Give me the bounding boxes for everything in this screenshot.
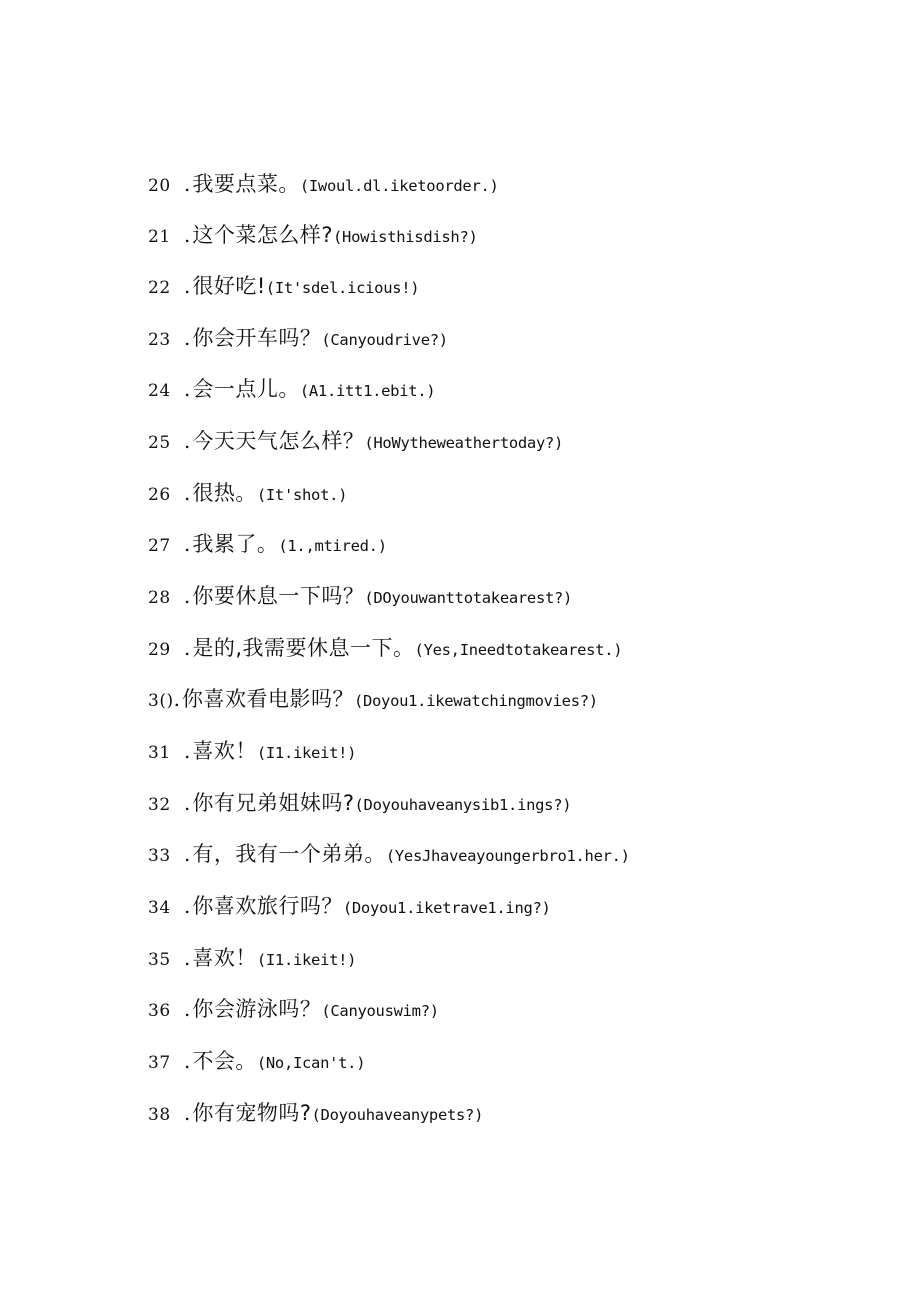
english-translation: (Iwoul.dl.iketoorder.) [299, 177, 499, 195]
phrase-line-21 [148, 219, 478, 249]
line-dot: . [184, 172, 191, 196]
chinese-phrase: 你有兄弟姐妹吗? [192, 791, 355, 815]
line-number: 38 [148, 1105, 171, 1125]
phrase-line-36 [148, 993, 439, 1023]
line-dot: . [184, 739, 191, 763]
phrase-line-37 [148, 1045, 365, 1075]
chinese-phrase: 你有宠物吗? [192, 1101, 312, 1125]
phrase-line-33 [148, 838, 630, 868]
chinese-phrase: 喜欢！ [192, 946, 257, 970]
chinese-phrase: 今天天气怎么样？ [192, 429, 365, 453]
phrase-line-31 [148, 735, 356, 765]
line-dot: . [184, 274, 191, 298]
line-dot: . [184, 1049, 191, 1073]
line-number: 20 [148, 176, 171, 196]
phrase-line-27 [148, 528, 387, 558]
chinese-phrase: 你喜欢旅行吗？ [192, 894, 343, 918]
phrase-line-23 [148, 322, 448, 352]
english-translation: (It'shot.) [256, 486, 348, 504]
line-number: 24 [148, 381, 171, 401]
line-dot: . [184, 532, 191, 556]
chinese-phrase: 这个菜怎么样? [192, 223, 334, 247]
line-dot: . [184, 1101, 191, 1125]
english-translation: (It'sdel.icious!) [265, 279, 420, 297]
chinese-phrase: 是的,我需要休息一下。 [192, 636, 415, 660]
english-translation: (YesJhaveayoungerbro1.her.) [385, 847, 630, 865]
chinese-phrase: 很热。 [192, 481, 257, 505]
english-translation: (Doyouhaveanysib1.ings?) [354, 796, 572, 814]
chinese-phrase: 我累了。 [192, 532, 279, 556]
line-number: 37 [148, 1053, 171, 1073]
phrase-line-26 [148, 477, 347, 507]
line-number: 3() [148, 691, 174, 711]
english-translation: (Canyouswim?) [321, 1002, 439, 1020]
line-number: 29 [148, 640, 171, 660]
chinese-phrase: 很好吃! [192, 274, 266, 298]
line-dot: . [184, 894, 191, 918]
phrase-line-25 [148, 425, 563, 455]
line-number: 32 [148, 795, 171, 815]
line-dot: . [184, 223, 191, 247]
english-translation: (DOyouwanttotakearest?) [364, 589, 573, 607]
chinese-phrase: 我要点菜。 [192, 172, 300, 196]
english-translation: (1.,mtired.) [278, 537, 387, 555]
line-dot: . [184, 791, 191, 815]
chinese-phrase: 你要休息一下吗？ [192, 584, 365, 608]
line-dot: . [184, 584, 191, 608]
phrase-line-34 [148, 890, 551, 920]
phrase-line-38 [148, 1097, 483, 1127]
chinese-phrase: 你会开车吗？ [192, 326, 322, 350]
phrase-line-24 [148, 373, 435, 403]
line-number: 22 [148, 278, 171, 298]
english-translation: (Canyoudrive?) [321, 331, 448, 349]
line-number: 33 [148, 846, 171, 866]
line-number: 27 [148, 536, 171, 556]
english-translation: (I1.ikeit!) [256, 744, 357, 762]
english-translation: (No,Ican't.) [256, 1054, 366, 1072]
line-dot: . [184, 481, 191, 505]
line-number: 28 [148, 588, 171, 608]
phrase-line-35 [148, 942, 356, 972]
english-translation: (HoWytheweathertoday?) [364, 434, 564, 452]
line-number: 34 [148, 898, 171, 918]
phrase-line-32 [148, 787, 571, 817]
phrase-line-22 [148, 270, 419, 300]
line-dot: . [184, 946, 191, 970]
english-translation: (Yes,Ineedtotakearest.) [414, 641, 623, 659]
line-dot: . [184, 842, 191, 866]
line-dot: . [184, 377, 191, 401]
line-dot: . [184, 636, 191, 660]
chinese-phrase: 你喜欢看电影吗？ [181, 687, 354, 711]
line-dot: . [184, 429, 191, 453]
chinese-phrase: 喜欢！ [192, 739, 257, 763]
chinese-phrase: 你会游泳吗？ [192, 997, 322, 1021]
line-dot: . [184, 326, 191, 350]
line-number: 36 [148, 1001, 171, 1021]
line-number: 21 [148, 227, 171, 247]
line-number: 25 [148, 433, 171, 453]
line-number: 35 [148, 950, 171, 970]
line-number: 23 [148, 330, 171, 350]
phrase-line-28 [148, 580, 572, 610]
chinese-phrase: 有，我有一个弟弟。 [192, 842, 386, 866]
line-number: 26 [148, 485, 171, 505]
english-translation: (I1.ikeit!) [256, 951, 357, 969]
chinese-phrase: 会一点儿。 [192, 377, 300, 401]
english-translation: (Doyou1.iketrave1.ing?) [342, 899, 551, 917]
chinese-phrase: 不会。 [192, 1049, 257, 1073]
line-dot: . [184, 997, 191, 1021]
english-translation: (A1.itt1.ebit.) [299, 382, 436, 400]
phrase-line-29 [148, 632, 622, 662]
english-translation: (Howisthisdish?) [333, 228, 478, 246]
phrase-line-30 [148, 683, 598, 713]
line-number: 31 [148, 743, 171, 763]
english-translation: (Doyouhaveanypets?) [311, 1106, 484, 1124]
english-translation: (Doyou1.ikewatchingmovies?) [353, 692, 598, 710]
phrase-line-20 [148, 168, 499, 198]
line-dot: . [173, 687, 180, 711]
